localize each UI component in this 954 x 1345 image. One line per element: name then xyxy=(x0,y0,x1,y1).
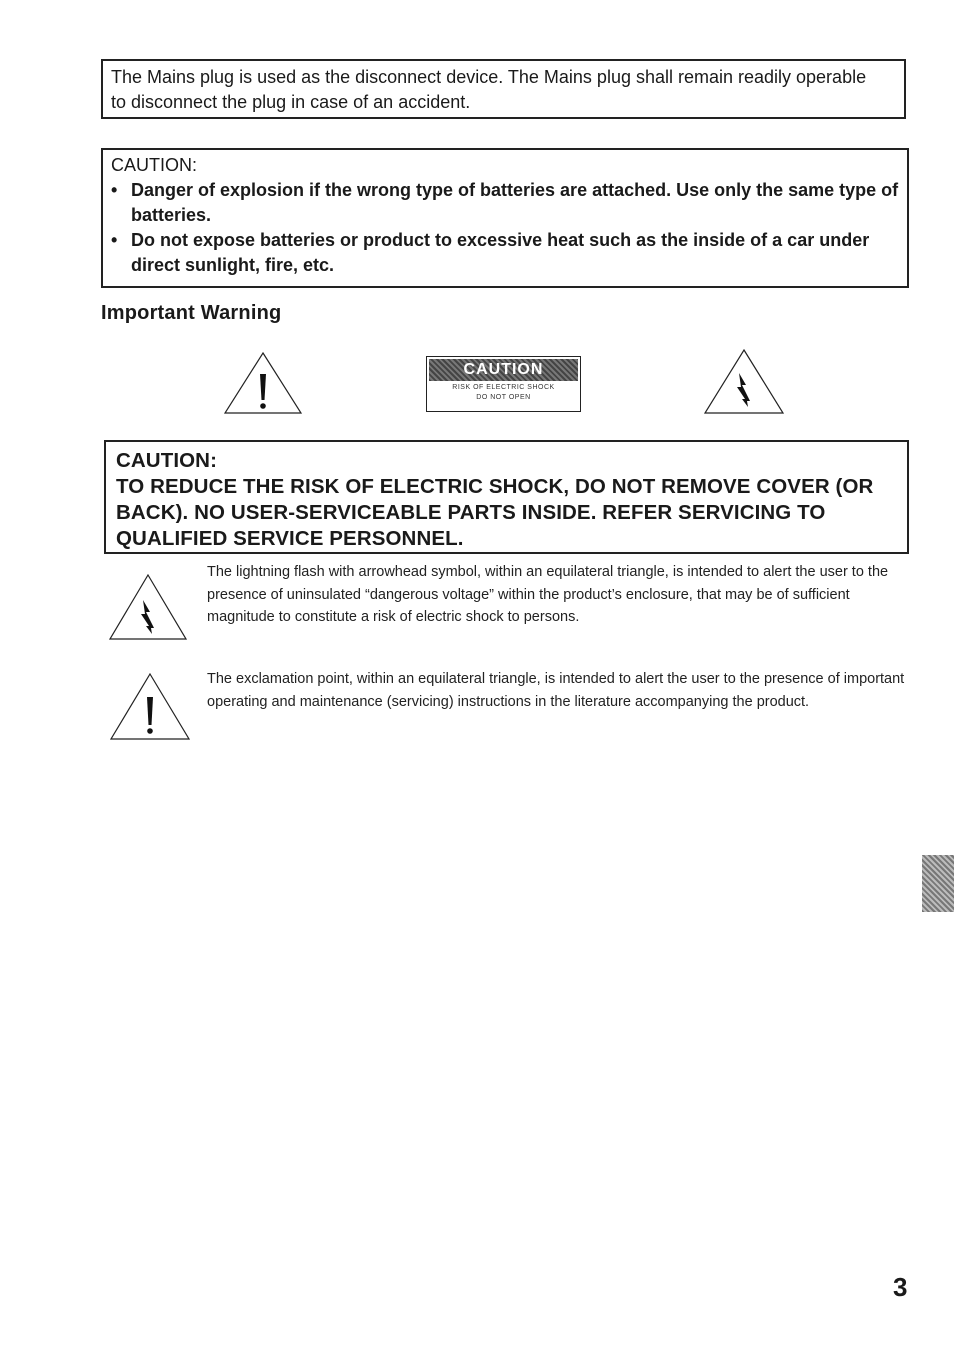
lightning-triangle-icon xyxy=(704,349,784,414)
battery-caution-bullet-text: Danger of explosion if the wrong type of batteries are attached. Use only the same type of batteries. xyxy=(131,180,899,225)
mains-notice-box xyxy=(101,59,906,119)
shock-caution-bottom-rule xyxy=(104,552,909,554)
battery-caution-box xyxy=(101,148,909,288)
battery-caution-bullet xyxy=(111,178,899,228)
exclamation-triangle-icon xyxy=(110,673,190,740)
shock-caution-body: TO REDUCE THE RISK OF ELECTRIC SHOCK, DO NOT REMOVE COVER (OR BACK). NO USER-SERVICEABLE PARTS INSIDE. REFER SERVICING TO QUALIFIED SERVICE PERSONNEL. xyxy=(116,475,874,550)
page-number: 3 xyxy=(893,1272,908,1302)
shock-caution-heading: CAUTION: xyxy=(116,449,218,472)
shock-caution-box xyxy=(104,440,909,553)
lightning-triangle-icon xyxy=(109,574,187,640)
bullet-symbol: • xyxy=(111,230,118,250)
lightning-symbol-explanation: The lightning flash with arrowhead symbol, within an equilateral triangle, is intended to alert the user to the presence of uninsulated “dangerous voltage” within the product’s enclosure, that may be of sufficient magnitude to constitute a risk of electric shock to persons. xyxy=(207,564,889,625)
caution-label-line-1: RISK OF ELECTRIC SHOCK xyxy=(452,384,555,391)
caution-label-line-2: DO NOT OPEN xyxy=(476,394,531,401)
caution-label xyxy=(426,356,581,412)
bullet-symbol: • xyxy=(111,180,118,200)
mains-notice-line-2: to disconnect the plug in case of an accident. xyxy=(111,92,471,112)
section-side-tab xyxy=(922,855,954,912)
caution-label-title: CAUTION xyxy=(429,359,578,381)
exclamation-triangle-icon xyxy=(224,352,302,414)
important-warning-heading: Important Warning xyxy=(101,302,282,324)
exclamation-symbol-explanation: The exclamation point, within an equilateral triangle, is intended to alert the user to the presence of important operating and maintenance (servicing) instructions in the literature accompanying the product. xyxy=(207,671,905,710)
battery-caution-heading: CAUTION: xyxy=(111,155,198,175)
battery-caution-bullet-text: Do not expose batteries or product to excessive heat such as the inside of a car under direct sunlight, fire, etc. xyxy=(131,230,870,275)
battery-caution-bullet xyxy=(111,228,899,278)
mains-notice-line-1: The Mains plug is used as the disconnect device. The Mains plug shall remain readily operable xyxy=(111,67,867,87)
